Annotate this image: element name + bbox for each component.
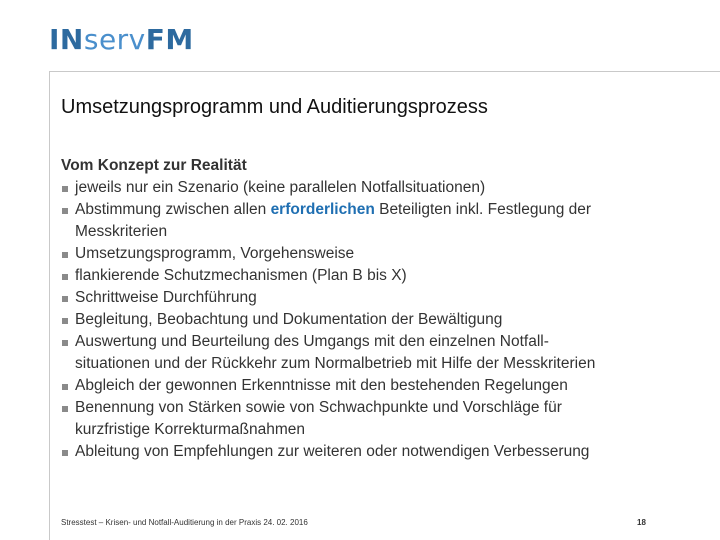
bullet-item [61,375,701,397]
bullet-text-post: Beteiligten inkl. Festlegung der [374,201,592,218]
bullet-text: jeweils nur ein Szenario (keine parallelen Notfallsituationen) [75,179,486,196]
bullet-item [61,331,701,375]
slide-content [61,155,701,463]
bullet-text-continuation: Messkriterien [75,223,168,240]
footer-text: Stresstest – Krisen- und Notfall-Auditierung in der Praxis 24. 02. 2016 [61,518,308,527]
bullet-list [61,177,701,463]
logo-part-serv: serv [83,23,146,56]
bullet-text: Schrittweise Durchführung [75,289,257,306]
bullet-text: Auswertung und Beurteilung des Umgangs mit den einzelnen Notfall- [75,333,549,350]
bullet-text: Begleitung, Beobachtung und Dokumentation der Bewältigung [75,311,503,328]
bullet-item [61,441,701,463]
slide-subtitle: Vom Konzept zur Realität [61,157,247,174]
bullet-item [61,199,701,243]
frame-left-divider [49,71,50,540]
bullet-text: Ableitung von Empfehlungen zur weiteren oder notwendigen Verbesserung [75,443,590,460]
bullet-item [61,397,701,441]
logo-part-in: IN [49,23,84,56]
company-logo [49,25,194,55]
bullet-item [61,287,701,309]
bullet-text: flankierende Schutzmechanismen (Plan B bis X) [75,267,407,284]
bullet-item [61,177,701,199]
bullet-item [61,265,701,287]
bullet-text-continuation: kurzfristige Korrekturmaßnahmen [75,421,305,438]
bullet-text-pre: Abstimmung zwischen allen [75,201,271,218]
highlighted-word: erforderlichen [270,201,375,218]
bullet-item [61,243,701,265]
bullet-item [61,309,701,331]
bullet-text: Abgleich der gewonnen Erkenntnisse mit den bestehenden Regelungen [75,377,568,394]
slide-title: Umsetzungsprogramm und Auditierungsprozess [61,96,488,118]
bullet-text: Umsetzungsprogramm, Vorgehensweise [75,245,355,262]
bullet-text-continuation: situationen und der Rückkehr zum Normalbetrieb mit Hilfe der Messkriterien [75,355,596,372]
logo-part-fm: FM [145,23,194,56]
frame-top-divider [49,71,720,72]
page-number: 18 [637,518,646,527]
bullet-text: Benennung von Stärken sowie von Schwachpunkte und Vorschläge für [75,399,562,416]
